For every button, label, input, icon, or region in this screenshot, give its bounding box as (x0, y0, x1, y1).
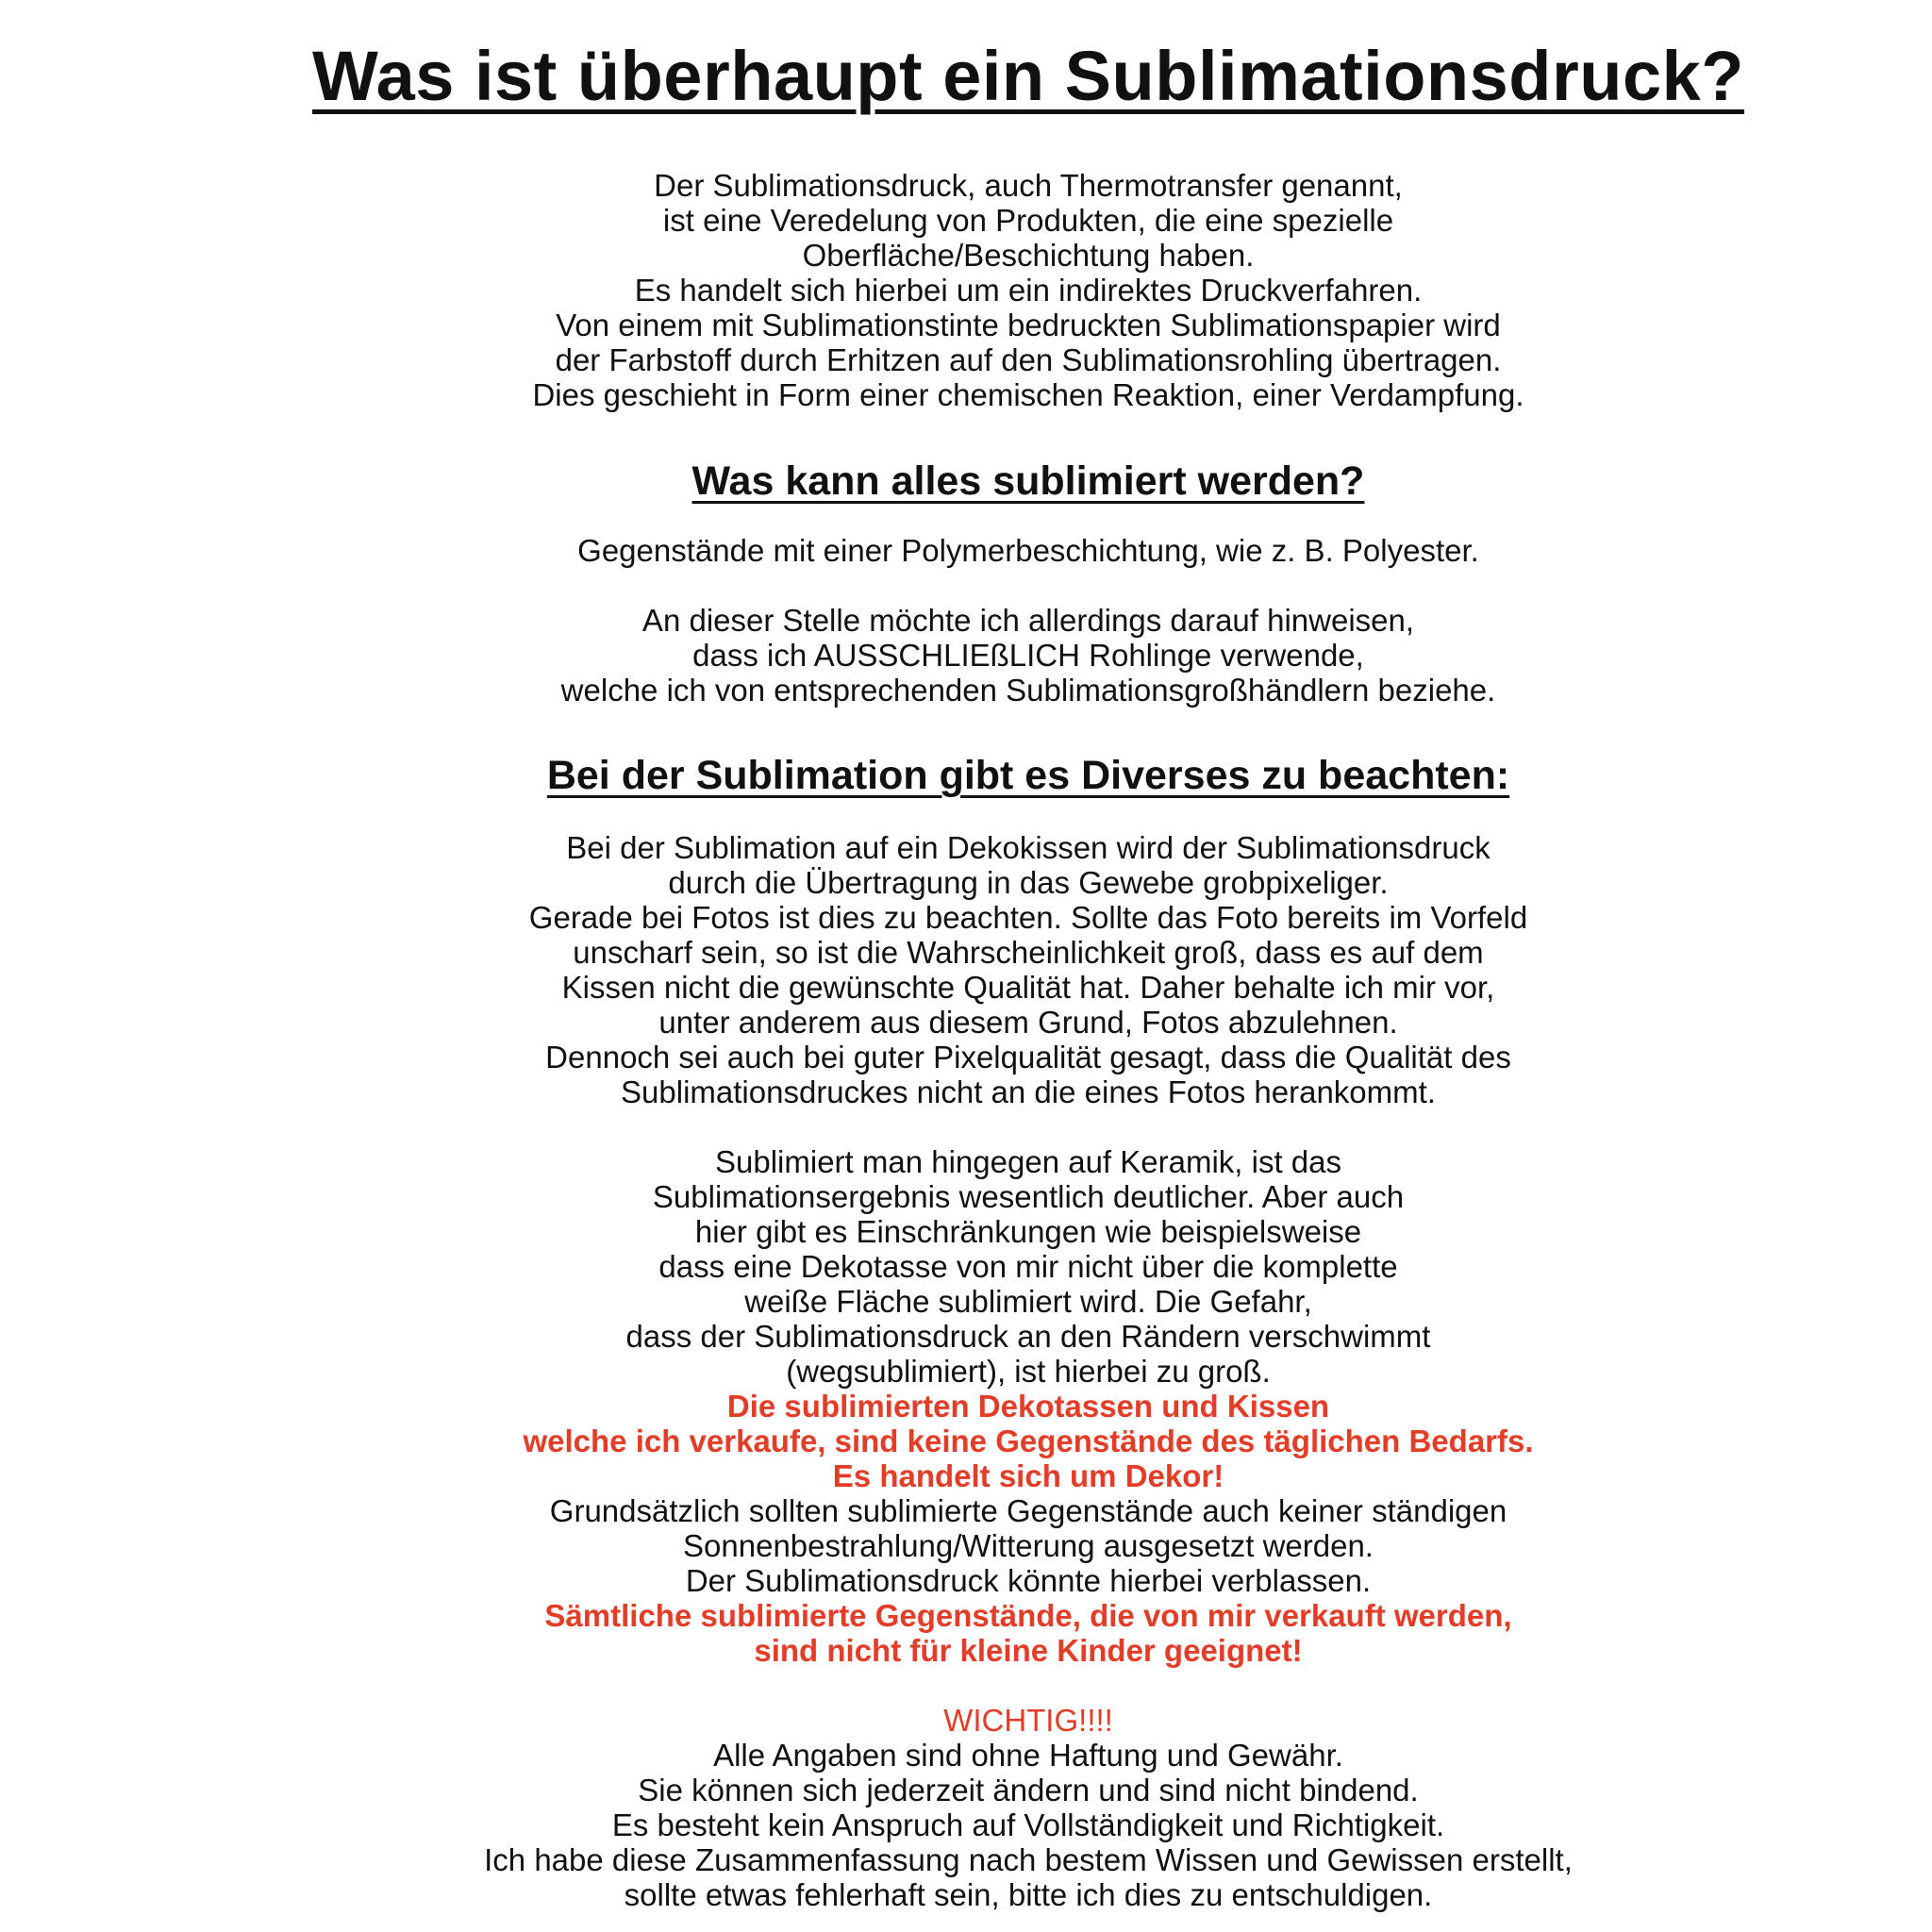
section2-line: hier gibt es Einschränkungen wie beispielsweise (694, 1214, 1362, 1249)
page-title: Was ist überhaupt ein Sublimationsdruck? (312, 37, 1744, 115)
notice-heading: WICHTIG!!!! (943, 1703, 1113, 1738)
section2-line: durch die Übertragung in das Gewebe grobpixeliger. (668, 865, 1389, 900)
section2-line: Kissen nicht die gewünschte Qualität hat. Daher behalte ich mir vor, (561, 970, 1495, 1005)
section2-line: Dennoch sei auch bei guter Pixelqualität gesagt, dass die Qualität des (545, 1040, 1511, 1074)
intro-line: Es handelt sich hierbei um ein indirektes Druckverfahren. (634, 273, 1423, 308)
warning-line-decor: Die sublimierten Dekotassen und Kissen (726, 1389, 1330, 1424)
section2-line: weiße Fläche sublimiert wird. Die Gefahr, (744, 1284, 1312, 1319)
section1-line: An dieser Stelle möchte ich allerdings darauf hinweisen, (641, 603, 1415, 638)
intro-line: Oberfläche/Beschichtung haben. (802, 238, 1255, 273)
section1-paragraph (561, 533, 1496, 708)
intro-line: ist eine Veredelung von Produkten, die eine spezielle (662, 203, 1394, 238)
section2-line: dass eine Dekotasse von mir nicht über die komplette (658, 1249, 1398, 1284)
section2-line: Gerade bei Fotos ist dies zu beachten. Sollte das Foto bereits im Vorfeld (528, 900, 1528, 935)
section2-line: Der Sublimationsdruck könnte hierbei verblassen. (685, 1563, 1372, 1598)
disclaimer-line: Es besteht kein Anspruch auf Vollständigkeit und Richtigkeit. (611, 1807, 1445, 1842)
disclaimer-line: Sie können sich jederzeit ändern und sind nicht bindend. (638, 1773, 1419, 1807)
section2-line: (wegsublimiert), ist hierbei zu groß. (786, 1354, 1271, 1389)
section2-line: dass der Sublimationsdruck an den Rändern verschwimmt (625, 1319, 1431, 1354)
section2-line: Grundsätzlich sollten sublimierte Gegenstände auch keiner ständigen (549, 1493, 1507, 1528)
section2-line: Sublimiert man hingegen auf Keramik, ist das (715, 1144, 1341, 1179)
section2-line: Sublimationsdruckes nicht an die eines Fotos herankommt. (621, 1074, 1436, 1109)
disclaimer-line: Alle Angaben sind ohne Haftung und Gewähr. (713, 1738, 1343, 1773)
warning-line-decor: Es handelt sich um Dekor! (832, 1458, 1224, 1493)
section2-line: unscharf sein, so ist die Wahrscheinlichkeit groß, dass es auf dem (573, 935, 1484, 970)
intro-paragraph (532, 168, 1524, 412)
section1-line: Gegenstände mit einer Polymerbeschichtung, wie z. B. Polyester. (577, 533, 1479, 568)
warning-line-children: Sämtliche sublimierte Gegenstände, die von mir verkauft werden, (544, 1598, 1512, 1633)
intro-line: Der Sublimationsdruck, auch Thermotransfer genannt, (654, 168, 1403, 203)
disclaimer-line: sollte etwas fehlerhaft sein, bitte ich dies zu entschuldigen. (624, 1877, 1433, 1912)
section2-paragraph (484, 830, 1573, 1912)
section2-line: Sublimationsergebnis wesentlich deutlicher. Aber auch (652, 1179, 1405, 1214)
section1-line: welche ich von entsprechenden Sublimationsgroßhändlern beziehe. (560, 673, 1496, 708)
intro-line: Dies geschieht in Form einer chemischen Reaktion, einer Verdampfung. (532, 377, 1524, 412)
intro-line: Von einem mit Sublimationstinte bedruckten Sublimationspapier wird (556, 308, 1501, 342)
section2-line: Sonnenbestrahlung/Witterung ausgesetzt werden. (683, 1528, 1374, 1563)
intro-line: der Farbstoff durch Erhitzen auf den Sublimationsrohling übertragen. (555, 342, 1502, 377)
section-heading-what-can-be-sublimated: Was kann alles sublimiert werden? (691, 458, 1365, 504)
section1-line: dass ich AUSSCHLIEßLICH Rohlinge verwende, (692, 638, 1364, 673)
disclaimer-line: Ich habe diese Zusammenfassung nach bestem Wissen und Gewissen erstellt, (484, 1842, 1573, 1877)
section2-line: Bei der Sublimation auf ein Dekokissen wird der Sublimationsdruck (566, 830, 1491, 865)
warning-line-decor: welche ich verkaufe, sind keine Gegenstände des täglichen Bedarfs. (523, 1424, 1534, 1458)
section2-line: unter anderem aus diesem Grund, Fotos abzulehnen. (658, 1005, 1398, 1040)
warning-line-children: sind nicht für kleine Kinder geeignet! (754, 1633, 1303, 1668)
section-heading-things-to-note: Bei der Sublimation gibt es Diverses zu beachten: (546, 753, 1510, 798)
